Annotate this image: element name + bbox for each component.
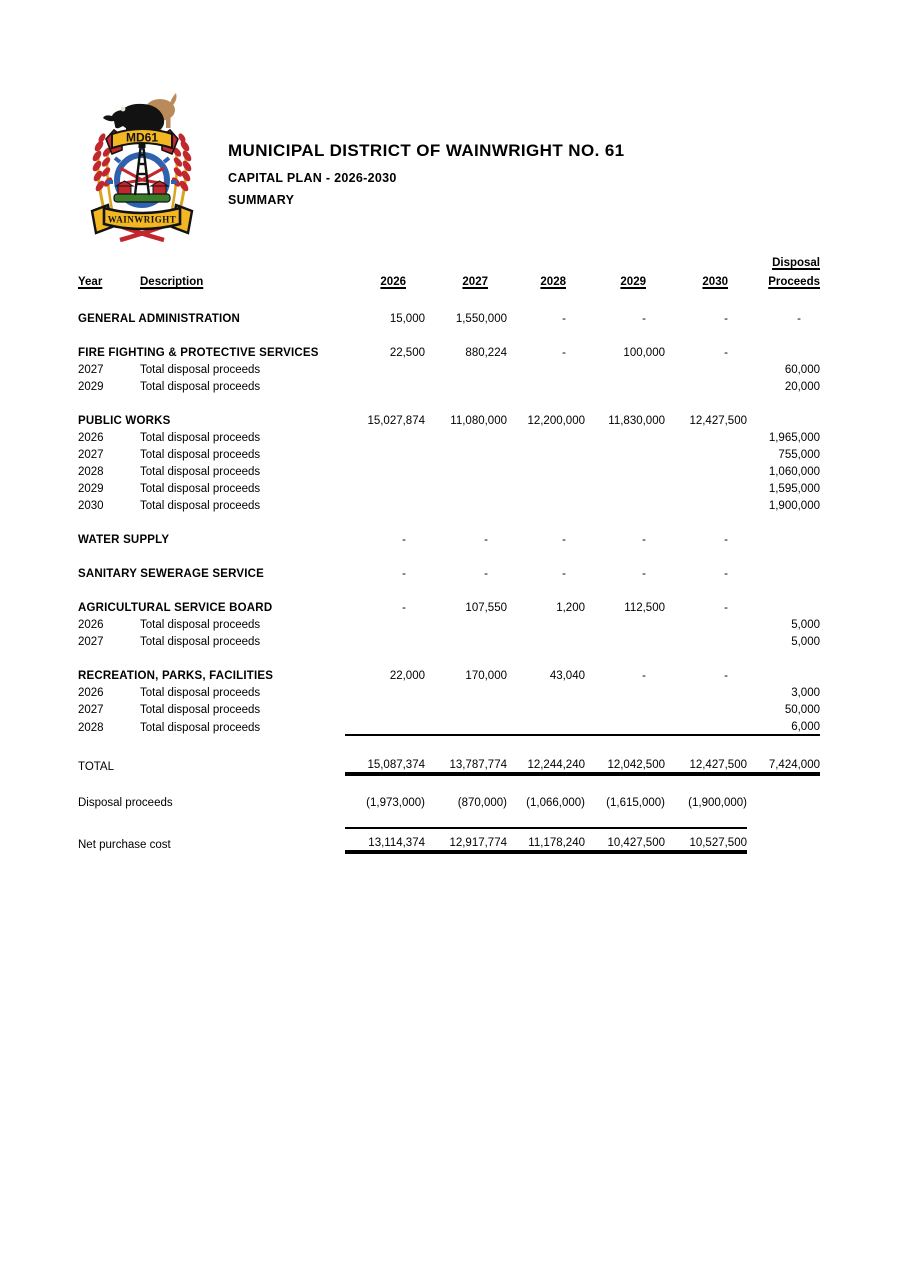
column-header-2027: 2027 (462, 276, 488, 288)
column-header-2026: 2026 (380, 276, 406, 288)
capital-plan-table (78, 252, 820, 854)
cell-2029: 12,042,500 (585, 753, 665, 774)
spacer-row (78, 513, 820, 530)
detail-year: 2027 (78, 449, 104, 461)
table-row (78, 598, 820, 615)
header-row-main (78, 270, 820, 289)
cell-disposal-proceeds (747, 411, 820, 428)
spacer-row (78, 810, 820, 828)
section-label: FIRE FIGHTING & PROTECTIVE SERVICES (78, 347, 319, 359)
cell-2029 (585, 700, 665, 717)
cell-disposal-proceeds: 7,424,000 (747, 753, 820, 774)
column-header-2030: 2030 (702, 276, 728, 288)
cell-2026: 22,000 (389, 670, 425, 682)
cell-2029: 100,000 (623, 347, 665, 359)
cell-2029: (1,615,000) (606, 797, 665, 809)
section-label: AGRICULTURAL SERVICE BOARD (78, 602, 273, 614)
crest-graphic (82, 84, 202, 242)
cell-2026: - (402, 568, 406, 580)
cell-2026: 15,087,374 (345, 753, 425, 774)
spacer-row (78, 735, 820, 753)
cell-2029 (585, 615, 665, 632)
spacer-row (78, 547, 820, 564)
oil-derrick-graphic (114, 142, 170, 202)
detail-year: 2029 (78, 381, 104, 393)
cell-2028: 12,244,240 (507, 753, 585, 774)
detail-description: Total disposal proceeds (140, 619, 261, 631)
detail-description: Total disposal proceeds (140, 483, 261, 495)
table-row (78, 564, 820, 581)
cell-2030: - (724, 347, 728, 359)
cell-2027 (425, 377, 507, 394)
cell-2030 (665, 377, 747, 394)
table-row (78, 343, 820, 360)
cell-2026 (345, 360, 425, 377)
cell-2027 (425, 462, 507, 479)
cell-2026: 15,027,874 (367, 415, 425, 427)
table-row (78, 428, 820, 445)
cell-2027: 1,550,000 (455, 313, 507, 325)
wainwright-banner (92, 205, 192, 233)
cell-2028: - (562, 347, 566, 359)
cell-disposal-proceeds (747, 666, 820, 683)
section-label: SANITARY SEWERAGE SERVICE (78, 568, 265, 580)
cell-2028: - (562, 534, 566, 546)
detail-description: Total disposal proceeds (140, 500, 261, 512)
cell-2030: - (724, 670, 728, 682)
spacer-row (78, 581, 820, 598)
cell-2027: 170,000 (465, 670, 507, 682)
cell-2026 (345, 717, 425, 735)
section-label: WATER SUPPLY (78, 534, 170, 546)
cell-2027 (425, 700, 507, 717)
cell-2028: - (562, 568, 566, 580)
cell-2028 (507, 615, 585, 632)
spacer-row (78, 774, 820, 793)
column-header-2028: 2028 (540, 276, 566, 288)
table-row (78, 700, 820, 717)
document-title: MUNICIPAL DISTRICT OF WAINWRIGHT NO. 61 (228, 141, 625, 160)
spacer-cell (78, 649, 820, 666)
detail-year: 2027 (78, 704, 104, 716)
cell-disposal-proceeds (747, 564, 820, 581)
cell-2026 (345, 377, 425, 394)
table-row (78, 666, 820, 683)
cell-2030 (665, 479, 747, 496)
detail-year: 2026 (78, 687, 104, 699)
cell-2030 (665, 700, 747, 717)
cell-2029: - (642, 534, 646, 546)
spacer-cell (78, 774, 820, 793)
cell-2030 (665, 632, 747, 649)
cell-2027 (425, 496, 507, 513)
table-row (78, 793, 820, 810)
table-row (78, 462, 820, 479)
cell-disposal-proceeds: 20,000 (784, 381, 820, 393)
cell-2028: 12,200,000 (527, 415, 585, 427)
cell-disposal-proceeds: 5,000 (791, 636, 820, 648)
cell-2029 (585, 360, 665, 377)
cell-2028: 43,040 (549, 670, 585, 682)
cell-disposal-proceeds: 6,000 (747, 717, 820, 735)
table-body (78, 309, 820, 852)
column-header-disposal-line1: Disposal (772, 257, 820, 269)
cell-disposal-proceeds: 5,000 (791, 619, 820, 631)
cell-2027: 11,080,000 (450, 415, 507, 427)
cell-2026: - (402, 602, 406, 614)
spacer-cell (78, 289, 820, 309)
cell-2030 (665, 496, 747, 513)
detail-description: Total disposal proceeds (140, 466, 261, 478)
detail-year: 2028 (78, 722, 104, 734)
spacer-cell (78, 735, 820, 753)
cell-2028 (507, 428, 585, 445)
detail-description: Total disposal proceeds (140, 722, 261, 734)
detail-description: Total disposal proceeds (140, 364, 261, 376)
cell-2027 (425, 360, 507, 377)
cell-disposal-proceeds: - (797, 313, 801, 325)
cell-2026: - (402, 534, 406, 546)
municipal-crest-logo (82, 84, 202, 242)
cell-disposal-proceeds (747, 530, 820, 547)
spacer-row (78, 649, 820, 666)
cell-2026 (345, 462, 425, 479)
cell-2026 (345, 479, 425, 496)
cell-2027: - (484, 534, 488, 546)
cell-2028 (507, 479, 585, 496)
table-row (78, 615, 820, 632)
cell-2026: 13,114,374 (345, 828, 425, 852)
title-block (228, 141, 625, 207)
detail-description: Total disposal proceeds (140, 449, 261, 461)
spacer-row (78, 326, 820, 343)
cell-2030: 10,527,500 (665, 828, 747, 852)
cell-disposal-proceeds (747, 598, 820, 615)
summary-label: TOTAL (78, 761, 114, 773)
document-section-label: SUMMARY (228, 193, 295, 207)
cell-disposal-proceeds: 1,900,000 (768, 500, 820, 512)
summary-label: Disposal proceeds (78, 797, 173, 809)
cell-2026 (345, 496, 425, 513)
cell-2030 (665, 360, 747, 377)
cell-2027: 107,550 (465, 602, 507, 614)
cell-2029: - (642, 670, 646, 682)
cell-2028 (507, 632, 585, 649)
table-row (78, 411, 820, 428)
cell-2027: 13,787,774 (425, 753, 507, 774)
cell-2026 (345, 428, 425, 445)
cell-2026: (1,973,000) (366, 797, 425, 809)
detail-year: 2026 (78, 432, 104, 444)
cell-2030 (665, 462, 747, 479)
cell-2028 (507, 445, 585, 462)
cell-disposal-proceeds (747, 343, 820, 360)
cell-2027: 12,917,774 (425, 828, 507, 852)
section-label: PUBLIC WORKS (78, 415, 171, 427)
cell-disposal-proceeds (747, 828, 820, 852)
cell-disposal-proceeds: 1,060,000 (768, 466, 820, 478)
cell-2028: 11,178,240 (507, 828, 585, 852)
spacer-cell (78, 581, 820, 598)
cell-2026: 15,000 (389, 313, 425, 325)
cell-2029 (585, 462, 665, 479)
cell-2030: - (724, 568, 728, 580)
cell-2028: (1,066,000) (526, 797, 585, 809)
cell-2027: - (484, 568, 488, 580)
cell-2030 (665, 428, 747, 445)
table-row (78, 445, 820, 462)
cell-2026 (345, 615, 425, 632)
cell-2029: - (642, 568, 646, 580)
column-header-description: Description (140, 276, 204, 288)
cell-2029 (585, 632, 665, 649)
cell-2030: 12,427,500 (689, 415, 747, 427)
detail-description: Total disposal proceeds (140, 432, 261, 444)
cell-disposal-proceeds: 3,000 (791, 687, 820, 699)
detail-description: Total disposal proceeds (140, 687, 261, 699)
cell-2029 (585, 683, 665, 700)
cell-2029: 11,830,000 (608, 415, 665, 427)
cell-2027 (425, 428, 507, 445)
cell-disposal-proceeds: 1,965,000 (768, 432, 820, 444)
cell-2027 (425, 479, 507, 496)
spacer-row (78, 394, 820, 411)
section-label: RECREATION, PARKS, FACILITIES (78, 670, 274, 682)
spacer-cell (78, 394, 820, 411)
cell-2027 (425, 632, 507, 649)
cell-2027 (425, 615, 507, 632)
cell-2028: - (562, 313, 566, 325)
md61-banner (106, 129, 178, 154)
cell-disposal-proceeds: 1,595,000 (768, 483, 820, 495)
cell-disposal-proceeds: 60,000 (784, 364, 820, 376)
cell-2028 (507, 462, 585, 479)
cell-2030 (665, 717, 747, 735)
table-row (78, 377, 820, 394)
cell-2027 (425, 445, 507, 462)
cell-2026 (345, 445, 425, 462)
cell-2029: - (642, 313, 646, 325)
cell-2028: 1,200 (556, 602, 585, 614)
table-row (78, 309, 820, 326)
table-row (78, 632, 820, 649)
column-header-disposal-line2: Proceeds (768, 276, 820, 288)
cell-2030: - (724, 602, 728, 614)
cell-2028 (507, 377, 585, 394)
cell-2029 (585, 445, 665, 462)
spacer-cell (78, 513, 820, 530)
cell-2027: (870,000) (457, 797, 507, 809)
cell-disposal-proceeds: 50,000 (784, 704, 820, 716)
cell-2029: 10,427,500 (585, 828, 665, 852)
table-row (78, 360, 820, 377)
summary-label: Net purchase cost (78, 839, 171, 851)
cell-2030: - (724, 534, 728, 546)
cell-2029 (585, 428, 665, 445)
detail-year: 2029 (78, 483, 104, 495)
detail-description: Total disposal proceeds (140, 636, 261, 648)
cell-2030: (1,900,000) (688, 797, 747, 809)
cell-2027: 880,224 (465, 347, 507, 359)
document-subtitle: CAPITAL PLAN - 2026-2030 (228, 171, 397, 185)
column-header-year: Year (78, 276, 103, 288)
cell-2030 (665, 445, 747, 462)
cell-2027 (425, 683, 507, 700)
cell-2026 (345, 632, 425, 649)
cell-2029 (585, 479, 665, 496)
cell-2027 (425, 717, 507, 735)
detail-year: 2028 (78, 466, 104, 478)
spacer-cell (78, 547, 820, 564)
table-row (78, 683, 820, 700)
header-spacer-cell (78, 252, 747, 270)
cell-2030 (665, 683, 747, 700)
cell-2026 (345, 700, 425, 717)
table-row (78, 530, 820, 547)
header-row-disposal (78, 252, 820, 270)
cell-disposal-proceeds: 755,000 (778, 449, 820, 461)
detail-description: Total disposal proceeds (140, 704, 261, 716)
cell-disposal-proceeds (747, 793, 820, 810)
cell-2030 (665, 615, 747, 632)
table-row (78, 496, 820, 513)
detail-year: 2026 (78, 619, 104, 631)
table-row (78, 828, 820, 852)
wainwright-banner-text: WAINWRIGHT (107, 214, 177, 225)
cell-2028 (507, 700, 585, 717)
cell-2029 (585, 717, 665, 735)
detail-year: 2027 (78, 636, 104, 648)
md61-banner-text: MD61 (125, 130, 159, 145)
spacer-cell (78, 326, 820, 343)
cell-2026 (345, 683, 425, 700)
table-row (78, 717, 820, 735)
cell-2029 (585, 496, 665, 513)
cell-2028 (507, 360, 585, 377)
column-header-2029: 2029 (620, 276, 646, 288)
table-row (78, 753, 820, 774)
cell-2028 (507, 717, 585, 735)
cell-2028 (507, 683, 585, 700)
cell-2030: 12,427,500 (665, 753, 747, 774)
cell-2029 (585, 377, 665, 394)
table-row (78, 479, 820, 496)
cell-2030: - (724, 313, 728, 325)
cell-2028 (507, 496, 585, 513)
cell-2026: 22,500 (389, 347, 425, 359)
detail-year: 2030 (78, 500, 104, 512)
section-label: GENERAL ADMINISTRATION (78, 313, 240, 325)
detail-description: Total disposal proceeds (140, 381, 261, 393)
cell-2029: 112,500 (624, 602, 665, 614)
spacer-cell (78, 810, 820, 828)
detail-year: 2027 (78, 364, 104, 376)
header-spacer-row (78, 289, 820, 309)
